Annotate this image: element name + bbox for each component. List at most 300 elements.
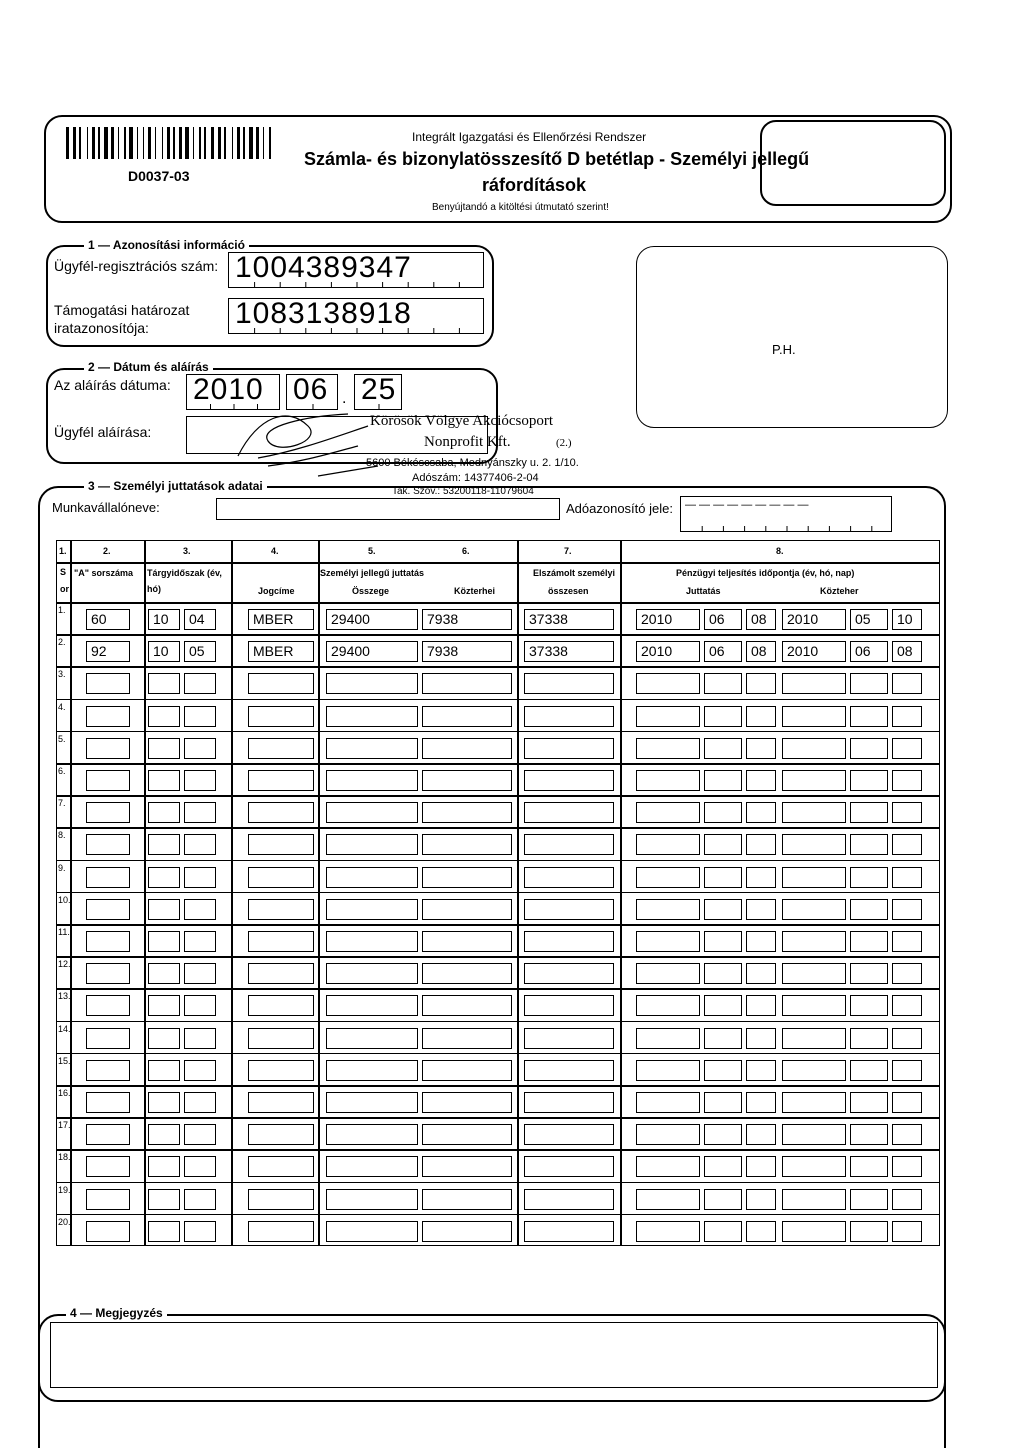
period-month-cell[interactable]: [184, 995, 216, 1016]
title-cell[interactable]: [248, 1124, 314, 1145]
charges-month-cell[interactable]: [850, 867, 888, 888]
a-number-cell[interactable]: [86, 609, 130, 630]
period-year-cell[interactable]: [148, 673, 180, 694]
column-number: 1.: [59, 546, 67, 556]
charges-year-cell[interactable]: [782, 1124, 846, 1145]
table-row-divider: [56, 699, 940, 701]
charges-day-cell[interactable]: [892, 738, 922, 759]
title-cell[interactable]: [248, 1060, 314, 1081]
benefit-month-cell[interactable]: [704, 1156, 742, 1177]
total-cell[interactable]: [524, 673, 614, 694]
benefit-day-cell[interactable]: [746, 802, 776, 823]
benefit-month-cell[interactable]: [704, 673, 742, 694]
benefit-year-cell[interactable]: [636, 770, 700, 791]
period-month-cell[interactable]: [184, 899, 216, 920]
period-month-cell[interactable]: [184, 609, 216, 630]
charges-month-cell[interactable]: [850, 706, 888, 727]
title-cell[interactable]: [248, 1156, 314, 1177]
benefit-month-cell[interactable]: [704, 1028, 742, 1049]
title-cell-value: MBER: [253, 643, 294, 660]
charges-month-cell[interactable]: [850, 802, 888, 823]
period-year-cell[interactable]: [148, 834, 180, 855]
benefit-year-cell[interactable]: [636, 867, 700, 888]
total-cell[interactable]: [524, 738, 614, 759]
benefit-year-cell[interactable]: [636, 931, 700, 952]
period-year-cell[interactable]: [148, 899, 180, 920]
period-year-cell[interactable]: [148, 1060, 180, 1081]
a-number-cell[interactable]: [86, 867, 130, 888]
charges-month-cell[interactable]: [850, 1092, 888, 1113]
title-cell[interactable]: [248, 834, 314, 855]
benefit-day-cell[interactable]: [746, 963, 776, 984]
charges-cell[interactable]: [422, 1028, 512, 1049]
period-month-cell[interactable]: [184, 770, 216, 791]
benefit-month-cell[interactable]: [704, 706, 742, 727]
period-year-cell[interactable]: [148, 609, 180, 630]
charges-month-cell[interactable]: [850, 770, 888, 791]
period-year-cell[interactable]: [148, 1189, 180, 1210]
amount-cell[interactable]: [326, 641, 418, 662]
benefit-year-cell[interactable]: [636, 706, 700, 727]
total-cell[interactable]: [524, 1092, 614, 1113]
charges-day-cell[interactable]: [892, 899, 922, 920]
a-number-cell[interactable]: [86, 995, 130, 1016]
charges-day-cell[interactable]: [892, 1221, 922, 1242]
amount-cell[interactable]: [326, 673, 418, 694]
header-a-number: "A" sorszáma: [74, 568, 134, 578]
charges-cell[interactable]: [422, 834, 512, 855]
table-row-divider: [56, 666, 940, 668]
a-number-cell[interactable]: [86, 1028, 130, 1049]
period-year-cell[interactable]: [148, 738, 180, 759]
total-cell[interactable]: [524, 609, 614, 630]
charges-day-cell[interactable]: [892, 802, 922, 823]
benefit-day-cell[interactable]: [746, 1124, 776, 1145]
benefit-year-cell[interactable]: [636, 995, 700, 1016]
title-cell[interactable]: [248, 963, 314, 984]
charges-day-cell[interactable]: [892, 1124, 922, 1145]
row-number: 10.: [58, 894, 71, 905]
period-month-cell[interactable]: [184, 673, 216, 694]
charges-year-cell[interactable]: [782, 1092, 846, 1113]
amount-cell[interactable]: [326, 1156, 418, 1177]
charges-month-cell[interactable]: [850, 931, 888, 952]
benefit-month-cell[interactable]: [704, 1189, 742, 1210]
period-year-cell[interactable]: [148, 963, 180, 984]
charges-cell[interactable]: [422, 673, 512, 694]
title-cell[interactable]: [248, 899, 314, 920]
charges-year-cell[interactable]: [782, 1028, 846, 1049]
charges-year-cell[interactable]: [782, 802, 846, 823]
charges-month-cell[interactable]: [850, 1156, 888, 1177]
decision-ticks: [229, 325, 485, 333]
benefit-day-cell[interactable]: [746, 867, 776, 888]
amount-cell[interactable]: [326, 1221, 418, 1242]
charges-day-cell[interactable]: [892, 834, 922, 855]
row-number: 19.: [58, 1184, 71, 1195]
benefit-day-cell[interactable]: [746, 1189, 776, 1210]
charges-cell[interactable]: [422, 609, 512, 630]
amount-cell[interactable]: [326, 931, 418, 952]
a-number-cell-value: 92: [91, 643, 107, 660]
amount-cell[interactable]: [326, 867, 418, 888]
benefit-year-cell[interactable]: [636, 834, 700, 855]
title-cell[interactable]: [248, 995, 314, 1016]
a-number-cell[interactable]: [86, 1124, 130, 1145]
total-cell[interactable]: [524, 706, 614, 727]
period-month-cell[interactable]: [184, 706, 216, 727]
charges-day-cell[interactable]: [892, 770, 922, 791]
period-month-cell[interactable]: [184, 1092, 216, 1113]
amount-cell[interactable]: [326, 706, 418, 727]
total-cell[interactable]: [524, 963, 614, 984]
benefit-month-cell[interactable]: [704, 899, 742, 920]
benefit-month-cell-value: 06: [709, 643, 725, 660]
period-year-cell[interactable]: [148, 1124, 180, 1145]
period-year-cell[interactable]: [148, 1092, 180, 1113]
benefit-year-cell[interactable]: [636, 1028, 700, 1049]
amount-cell[interactable]: [326, 1028, 418, 1049]
a-number-cell[interactable]: [86, 706, 130, 727]
charges-cell[interactable]: [422, 867, 512, 888]
title-cell[interactable]: [248, 1028, 314, 1049]
charges-day-cell[interactable]: [892, 706, 922, 727]
charges-cell[interactable]: [422, 1156, 512, 1177]
benefit-year-cell[interactable]: [636, 899, 700, 920]
period-year-cell-value: 10: [153, 611, 169, 627]
benefit-month-cell[interactable]: [704, 867, 742, 888]
total-cell[interactable]: [524, 867, 614, 888]
period-month-cell[interactable]: [184, 1124, 216, 1145]
charges-year-cell[interactable]: [782, 867, 846, 888]
benefit-month-cell[interactable]: [704, 609, 742, 630]
tax-id-field[interactable]: [680, 496, 892, 532]
row-number: 14.: [58, 1023, 71, 1034]
amount-cell[interactable]: [326, 609, 418, 630]
charges-day-cell[interactable]: [892, 931, 922, 952]
benefit-day-cell[interactable]: [746, 770, 776, 791]
charges-day-cell[interactable]: [892, 673, 922, 694]
charges-day-cell[interactable]: [892, 1156, 922, 1177]
period-month-cell[interactable]: [184, 641, 216, 662]
header-payment-date: Pénzügyi teljesítés időpontja (év, hó, nap): [676, 568, 855, 578]
charges-day-cell[interactable]: [892, 1189, 922, 1210]
client-reg-value: 1004389347: [235, 251, 412, 284]
period-year-cell[interactable]: [148, 1221, 180, 1242]
benefit-year-cell[interactable]: [636, 1092, 700, 1113]
charges-year-cell[interactable]: [782, 899, 846, 920]
charges-cell[interactable]: [422, 1189, 512, 1210]
a-number-cell[interactable]: [86, 899, 130, 920]
charges-cell[interactable]: [422, 899, 512, 920]
charges-cell[interactable]: [422, 931, 512, 952]
benefit-day-cell[interactable]: [746, 1156, 776, 1177]
period-month-cell-value: 04: [189, 611, 205, 627]
row-number: 8.: [58, 830, 66, 841]
benefit-day-cell[interactable]: [746, 609, 776, 630]
period-year-cell[interactable]: [148, 641, 180, 662]
charges-day-cell[interactable]: [892, 995, 922, 1016]
charges-year-cell-value: 2010: [787, 611, 819, 627]
title-cell[interactable]: [248, 673, 314, 694]
client-reg-field[interactable]: [228, 252, 484, 288]
benefit-month-cell[interactable]: [704, 1092, 742, 1113]
title-cell[interactable]: [248, 770, 314, 791]
benefit-year-cell[interactable]: [636, 1124, 700, 1145]
charges-cell[interactable]: [422, 995, 512, 1016]
charges-month-cell[interactable]: [850, 963, 888, 984]
a-number-cell[interactable]: [86, 1221, 130, 1242]
period-month-cell[interactable]: [184, 1189, 216, 1210]
charges-cell[interactable]: [422, 1221, 512, 1242]
period-year-cell[interactable]: [148, 706, 180, 727]
benefit-year-cell[interactable]: [636, 641, 700, 662]
table-row-divider: [56, 731, 940, 733]
charges-day-cell[interactable]: [892, 609, 922, 630]
charges-year-cell[interactable]: [782, 706, 846, 727]
period-month-cell[interactable]: [184, 1028, 216, 1049]
row-number: 3.: [58, 669, 66, 680]
charges-year-cell[interactable]: [782, 609, 846, 630]
amount-cell[interactable]: [326, 899, 418, 920]
a-number-cell[interactable]: [86, 963, 130, 984]
charges-year-cell[interactable]: [782, 770, 846, 791]
charges-year-cell[interactable]: [782, 1221, 846, 1242]
benefit-day-cell[interactable]: [746, 738, 776, 759]
charges-cell[interactable]: [422, 1092, 512, 1113]
charges-month-cell[interactable]: [850, 1028, 888, 1049]
charges-month-cell[interactable]: [850, 1124, 888, 1145]
period-year-cell[interactable]: [148, 1156, 180, 1177]
charges-year-cell[interactable]: [782, 673, 846, 694]
charges-day-cell[interactable]: [892, 867, 922, 888]
a-number-cell[interactable]: [86, 641, 130, 662]
period-month-cell[interactable]: [184, 1060, 216, 1081]
benefit-month-cell[interactable]: [704, 995, 742, 1016]
benefit-year-cell[interactable]: [636, 1189, 700, 1210]
charges-cell[interactable]: [422, 706, 512, 727]
a-number-cell[interactable]: [86, 1092, 130, 1113]
period-month-cell[interactable]: [184, 867, 216, 888]
amount-cell[interactable]: [326, 802, 418, 823]
charges-cell[interactable]: [422, 770, 512, 791]
benefit-month-cell[interactable]: [704, 1124, 742, 1145]
amount-cell[interactable]: [326, 1124, 418, 1145]
benefit-day-cell[interactable]: [746, 931, 776, 952]
benefit-year-cell[interactable]: [636, 1221, 700, 1242]
row-number: 9.: [58, 862, 66, 873]
title-cell[interactable]: [248, 802, 314, 823]
total-cell[interactable]: [524, 1221, 614, 1242]
charges-day-cell[interactable]: [892, 1092, 922, 1113]
table-row-divider: [56, 1053, 940, 1055]
period-month-cell[interactable]: [184, 802, 216, 823]
amount-cell-value: 29400: [331, 643, 370, 660]
charges-cell[interactable]: [422, 738, 512, 759]
benefit-month-cell[interactable]: [704, 1060, 742, 1081]
total-cell[interactable]: [524, 1028, 614, 1049]
period-year-cell[interactable]: [148, 995, 180, 1016]
title-cell[interactable]: [248, 641, 314, 662]
benefit-year-cell[interactable]: [636, 1060, 700, 1081]
title-cell[interactable]: [248, 867, 314, 888]
employer-field[interactable]: [216, 498, 560, 520]
title-cell[interactable]: [248, 706, 314, 727]
charges-month-cell[interactable]: [850, 1060, 888, 1081]
total-cell[interactable]: [524, 899, 614, 920]
total-cell[interactable]: [524, 770, 614, 791]
column-number: 7.: [564, 546, 572, 556]
period-year-cell[interactable]: [148, 931, 180, 952]
amount-cell[interactable]: [326, 770, 418, 791]
benefit-day-cell[interactable]: [746, 899, 776, 920]
table-header-divider: [56, 562, 940, 564]
period-month-cell[interactable]: [184, 834, 216, 855]
amount-cell[interactable]: [326, 1092, 418, 1113]
benefit-month-cell[interactable]: [704, 738, 742, 759]
charges-month-cell[interactable]: [850, 1221, 888, 1242]
charges-year-cell[interactable]: [782, 963, 846, 984]
benefit-year-cell[interactable]: [636, 802, 700, 823]
charges-cell[interactable]: [422, 963, 512, 984]
period-month-cell[interactable]: [184, 1156, 216, 1177]
total-cell[interactable]: [524, 1189, 614, 1210]
benefit-day-cell[interactable]: [746, 673, 776, 694]
charges-cell[interactable]: [422, 802, 512, 823]
title-cell[interactable]: [248, 1221, 314, 1242]
charges-year-cell[interactable]: [782, 738, 846, 759]
title-cell[interactable]: [248, 738, 314, 759]
charges-month-cell[interactable]: [850, 1189, 888, 1210]
charges-year-cell[interactable]: [782, 1189, 846, 1210]
charges-month-cell[interactable]: [850, 738, 888, 759]
charges-month-cell[interactable]: [850, 834, 888, 855]
comment-field[interactable]: [50, 1322, 938, 1388]
total-cell[interactable]: [524, 995, 614, 1016]
amount-cell[interactable]: [326, 1189, 418, 1210]
benefit-month-cell[interactable]: [704, 802, 742, 823]
amount-cell[interactable]: [326, 834, 418, 855]
period-year-cell[interactable]: [148, 802, 180, 823]
charges-year-cell[interactable]: [782, 995, 846, 1016]
benefit-day-cell[interactable]: [746, 834, 776, 855]
charges-day-cell[interactable]: [892, 963, 922, 984]
benefit-month-cell[interactable]: [704, 963, 742, 984]
total-cell[interactable]: [524, 1156, 614, 1177]
total-cell[interactable]: [524, 1060, 614, 1081]
benefit-day-cell[interactable]: [746, 995, 776, 1016]
stamp-line2: Nonprofit Kft.: [424, 434, 511, 450]
title-cell[interactable]: [248, 931, 314, 952]
a-number-cell[interactable]: [86, 673, 130, 694]
charges-month-cell[interactable]: [850, 609, 888, 630]
benefit-year-cell[interactable]: [636, 673, 700, 694]
period-year-cell[interactable]: [148, 1028, 180, 1049]
charges-day-cell[interactable]: [892, 1060, 922, 1081]
title-cell-value: MBER: [253, 611, 294, 627]
benefit-month-cell[interactable]: [704, 931, 742, 952]
charges-month-cell[interactable]: [850, 673, 888, 694]
benefit-month-cell[interactable]: [704, 1221, 742, 1242]
period-year-cell[interactable]: [148, 867, 180, 888]
benefit-day-cell[interactable]: [746, 1060, 776, 1081]
amount-cell[interactable]: [326, 963, 418, 984]
decision-field[interactable]: [228, 298, 484, 334]
benefit-day-cell[interactable]: [746, 1028, 776, 1049]
stamp-line3: 5600 Békéscsaba, Mednyánszky u. 2. 1/10.: [366, 457, 579, 469]
charges-month-cell[interactable]: [850, 899, 888, 920]
title-cell[interactable]: [248, 1092, 314, 1113]
a-number-cell[interactable]: [86, 1156, 130, 1177]
benefit-day-cell[interactable]: [746, 641, 776, 662]
charges-cell[interactable]: [422, 1060, 512, 1081]
period-year-cell[interactable]: [148, 770, 180, 791]
title-cell[interactable]: [248, 1189, 314, 1210]
charges-year-cell[interactable]: [782, 931, 846, 952]
a-number-cell[interactable]: [86, 770, 130, 791]
benefit-year-cell[interactable]: [636, 1156, 700, 1177]
office-box: [760, 120, 946, 206]
total-cell[interactable]: [524, 641, 614, 662]
amount-cell[interactable]: [326, 738, 418, 759]
total-cell[interactable]: [524, 1124, 614, 1145]
table-row-divider: [56, 763, 940, 765]
benefit-month-cell[interactable]: [704, 834, 742, 855]
row-number: 16.: [58, 1088, 71, 1098]
table-row-divider: [56, 1149, 940, 1151]
charges-day-cell[interactable]: [892, 1028, 922, 1049]
period-month-cell[interactable]: [184, 931, 216, 952]
charges-year-cell[interactable]: [782, 1060, 846, 1081]
period-month-cell[interactable]: [184, 1221, 216, 1242]
benefit-year-cell[interactable]: [636, 609, 700, 630]
charges-year-cell[interactable]: [782, 1156, 846, 1177]
total-cell[interactable]: [524, 802, 614, 823]
a-number-cell[interactable]: [86, 802, 130, 823]
a-number-cell[interactable]: [86, 834, 130, 855]
charges-month-cell[interactable]: [850, 641, 888, 662]
benefit-day-cell[interactable]: [746, 1092, 776, 1113]
benefit-year-cell[interactable]: [636, 963, 700, 984]
benefit-year-cell[interactable]: [636, 738, 700, 759]
charges-cell[interactable]: [422, 1124, 512, 1145]
benefit-month-cell[interactable]: [704, 770, 742, 791]
charges-month-cell[interactable]: [850, 995, 888, 1016]
a-number-cell[interactable]: [86, 1189, 130, 1210]
charges-year-cell[interactable]: [782, 641, 846, 662]
total-cell[interactable]: [524, 931, 614, 952]
benefit-year-cell-value: 2010: [641, 643, 673, 660]
benefit-day-cell[interactable]: [746, 1221, 776, 1242]
a-number-cell[interactable]: [86, 931, 130, 952]
amount-cell[interactable]: [326, 995, 418, 1016]
charges-day-cell[interactable]: [892, 641, 922, 662]
charges-day-cell-value: 10: [897, 611, 913, 627]
a-number-cell[interactable]: [86, 1060, 130, 1081]
period-month-cell[interactable]: [184, 738, 216, 759]
amount-cell[interactable]: [326, 1060, 418, 1081]
charges-cell-value: 7938: [427, 643, 459, 660]
charges-year-cell[interactable]: [782, 834, 846, 855]
charges-cell[interactable]: [422, 641, 512, 662]
a-number-cell[interactable]: [86, 738, 130, 759]
header-period: Tárgyidőszak (év,: [147, 568, 222, 578]
benefit-day-cell[interactable]: [746, 706, 776, 727]
total-cell[interactable]: [524, 834, 614, 855]
benefit-month-cell[interactable]: [704, 641, 742, 662]
period-month-cell[interactable]: [184, 963, 216, 984]
title-cell[interactable]: [248, 609, 314, 630]
